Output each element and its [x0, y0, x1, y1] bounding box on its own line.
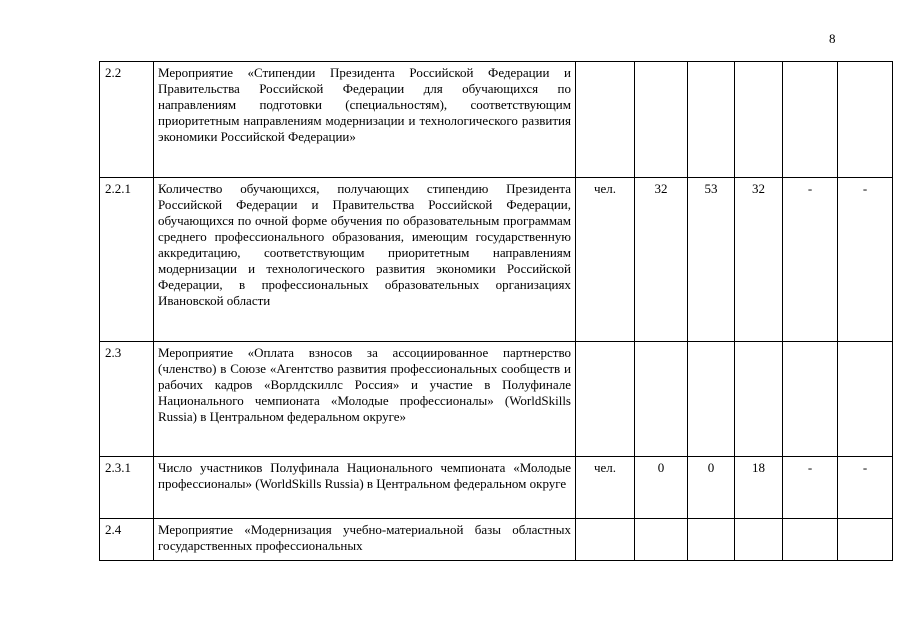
- row-number: 2.3: [100, 342, 154, 457]
- row-value-1: [635, 519, 688, 561]
- table-row: [100, 178, 893, 342]
- row-unit: [576, 342, 635, 457]
- table-row: [100, 62, 893, 178]
- page-number: 8: [829, 31, 836, 46]
- row-unit: чел.: [576, 178, 635, 342]
- table-row: [100, 457, 893, 519]
- row-value-3: 18: [735, 457, 783, 519]
- table-row: [100, 342, 893, 457]
- table-row: [100, 519, 893, 561]
- row-value-4: [783, 62, 838, 178]
- row-unit: чел.: [576, 457, 635, 519]
- row-value-2: [688, 342, 735, 457]
- indicators-table: [99, 61, 893, 561]
- row-value-2: 0: [688, 457, 735, 519]
- row-value-1: 32: [635, 178, 688, 342]
- row-description: Число участников Полуфинала Национального чемпионата «Молодые профессионалы» (WorldSkills Russia) в Центральном федеральном округе: [154, 457, 576, 519]
- row-value-1: 0: [635, 457, 688, 519]
- row-value-5: [838, 519, 893, 561]
- row-value-1: [635, 62, 688, 178]
- row-value-5: [838, 342, 893, 457]
- row-value-4: [783, 519, 838, 561]
- row-value-5: -: [838, 178, 893, 342]
- row-value-3: [735, 342, 783, 457]
- row-value-5: -: [838, 457, 893, 519]
- row-value-4: -: [783, 457, 838, 519]
- row-value-1: [635, 342, 688, 457]
- row-value-3: 32: [735, 178, 783, 342]
- row-number: 2.3.1: [100, 457, 154, 519]
- row-description: Мероприятие «Стипендии Президента Российской Федерации и Правительства Российской Федерации для обучающихся по направлениям подготовки (специальностям), соответствующим приоритетным направлениям модернизации и технологического развития экономики Российской Федерации»: [154, 62, 576, 178]
- row-value-2: 53: [688, 178, 735, 342]
- row-value-4: [783, 342, 838, 457]
- row-unit: [576, 62, 635, 178]
- row-value-2: [688, 62, 735, 178]
- row-value-3: [735, 62, 783, 178]
- row-number: 2.2.1: [100, 178, 154, 342]
- row-number: 2.2: [100, 62, 154, 178]
- row-number: 2.4: [100, 519, 154, 561]
- row-value-3: [735, 519, 783, 561]
- row-description: Количество обучающихся, получающих стипендию Президента Российской Федерации и Правительства Российской Федерации, обучающихся по очной форме обучения по образовательным программам среднего профессионального образования, имеющим государственную аккредитацию, соответствующим приоритетным направлениям модернизации и технологического развития экономики Российской Федерации, в профессиональных образовательных организациях Ивановской области: [154, 178, 576, 342]
- row-value-2: [688, 519, 735, 561]
- row-description: Мероприятие «Модернизация учебно-материальной базы областных государственных профессиональных: [154, 519, 576, 561]
- row-value-4: -: [783, 178, 838, 342]
- row-value-5: [838, 62, 893, 178]
- row-unit: [576, 519, 635, 561]
- row-description: Мероприятие «Оплата взносов за ассоциированное партнерство (членство) в Союзе «Агентство развития профессиональных сообществ и рабочих кадров «Ворлдскиллс Россия» и участие в Полуфинале Национального чемпионата «Молодые профессионалы» (WorldSkills Russia) в Центральном федеральном округе»: [154, 342, 576, 457]
